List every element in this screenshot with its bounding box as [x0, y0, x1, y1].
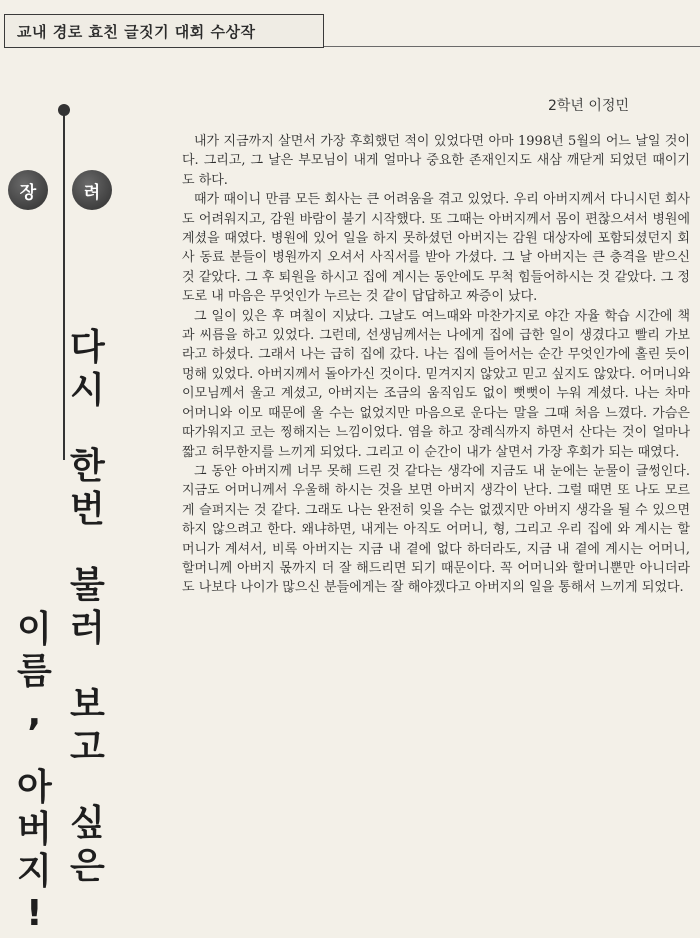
essay-paragraph: 그 동안 아버지께 너무 못해 드린 것 같다는 생각에 지금도 내 눈에는 눈물이 글썽인다. 지금도 어머니께서 우울해 하시는 것을 보면 아버지 생각이 난다. 그럴 때면 또 나도 모르게 슬퍼지는 것 같다. 그래도 나는 완전히 잊을 수는 없겠지만 아버지 생각을 될 수 있으면 하지 않으려고 한다. 왜냐하면, 내게는 아직도 어머니, 형, 그리고 우리 집에 와 계시는 할머니가 계셔서, 비록 아버지는 지금 내 곁에 없다 하더라도, 지금 내 곁에 계시는 어머니, 할머니께 아버지 몫까지 더 잘 해드리면 되기 때문이다. 꼭 어머니와 할머니뿐만 아니더라도 나보다 나이가 많으신 분들에게는 잘 해야겠다고 아버지의 일을 통해서 느끼게 되었다.	[182, 463, 690, 596]
header-rule	[324, 46, 700, 47]
title-char: 지	[17, 851, 52, 892]
decorative-dot	[58, 104, 70, 116]
author-line: 2학년 이정민	[548, 98, 629, 114]
title-char: 번	[70, 489, 105, 530]
title-char: 아	[17, 767, 52, 808]
title-char: 다	[70, 327, 105, 368]
essay-title-left-column	[17, 609, 52, 938]
title-char: 름	[17, 651, 52, 692]
title-char: 고	[70, 727, 105, 768]
title-char: 시	[70, 370, 105, 411]
header-banner	[4, 14, 324, 48]
essay-paragraph: 그 일이 있은 후 며칠이 지났다. 그날도 여느때와 마찬가지로 야간 자율 학습 시간에 책과 씨름을 하고 있었다. 그런데, 선생님께서는 나에게 집에 급한 일이 생겼다고 빨리 가보라고 하셨다. 그래서 나는 급히 집에 갔다. 나는 집에 들어서는 순간 무엇인가에 홀린 듯이 멍해 있었다. 아버지께서 돌아가신 것이다. 믿겨지지 않았고 믿고 싶지도 않았다. 어머니와 이모님께서 울고 계셨고, 아버지는 조금의 움직임도 없이 뻣뻣이 누워 계셨다. 나는 차마 어머니와 이모 때문에 울 수는 없었지만 마음으로 운다는 말을 그때 처음 느꼈다. 가슴은 따가워지고 코는 찡해지는 느낌이었다. 염을 하고 장례식까지 하면서 산다는 것이 얼마나 짧고 허무한지를 느끼게 되었다. 그리고 이 순간이 내가 살면서 가장 후회가 되는 때였다.	[182, 308, 690, 460]
title-char: 보	[70, 684, 105, 725]
title-char: 이	[17, 609, 52, 650]
title-char: 한	[70, 446, 105, 487]
essay-paragraph: 때가 때이니 만큼 모든 회사는 큰 어려움을 겪고 있었다. 우리 아버지께서 다니시던 회사도 어려워지고, 감원 바람이 불기 시작했다. 또 그때는 아버지께서 몸이 편찮으셔서 병원에 계셨을 때였다. 병원에 있어 일을 하지 못하셨던 아버지는 감원 대상자에 포함되셨던지 회사 동료 분들이 병원까지 오셔서 사직서를 받아 가셨다. 그 날 아버지는 큰 충격을 받으신 것 같았다. 그 후 퇴원을 하시고 집에 계시는 동안에도 무척 힘들어하시는 것 같았다. 그 정도로 내 마음은 무엇인가 누르는 것 같이 답답하고 짜증이 났다.	[182, 192, 690, 305]
title-char: 버	[17, 809, 52, 850]
title-char: 불	[70, 565, 105, 606]
title-char: ,	[27, 693, 42, 734]
decorative-vertical-line	[63, 110, 65, 460]
title-char: 은	[70, 846, 105, 887]
essay-paragraph: 내가 지금까지 살면서 가장 후회했던 적이 있었다면 아마 1998년 5월의 어느 날일 것이다. 그리고, 그 날은 부모님이 내게 얼마나 중요한 존재인지도 새삼 깨닫게 되었던 때이기도 하다.	[182, 134, 690, 188]
title-char: 러	[70, 608, 105, 649]
header-title: 교내 경로 효친 글짓기 대회 수상작	[17, 22, 256, 41]
award-badge-1: 장	[8, 170, 48, 210]
title-char: 싶	[70, 803, 105, 844]
award-badge-2: 려	[72, 170, 112, 210]
essay-body	[182, 132, 690, 598]
title-char: !	[26, 893, 43, 934]
essay-title-right-column	[70, 327, 105, 892]
